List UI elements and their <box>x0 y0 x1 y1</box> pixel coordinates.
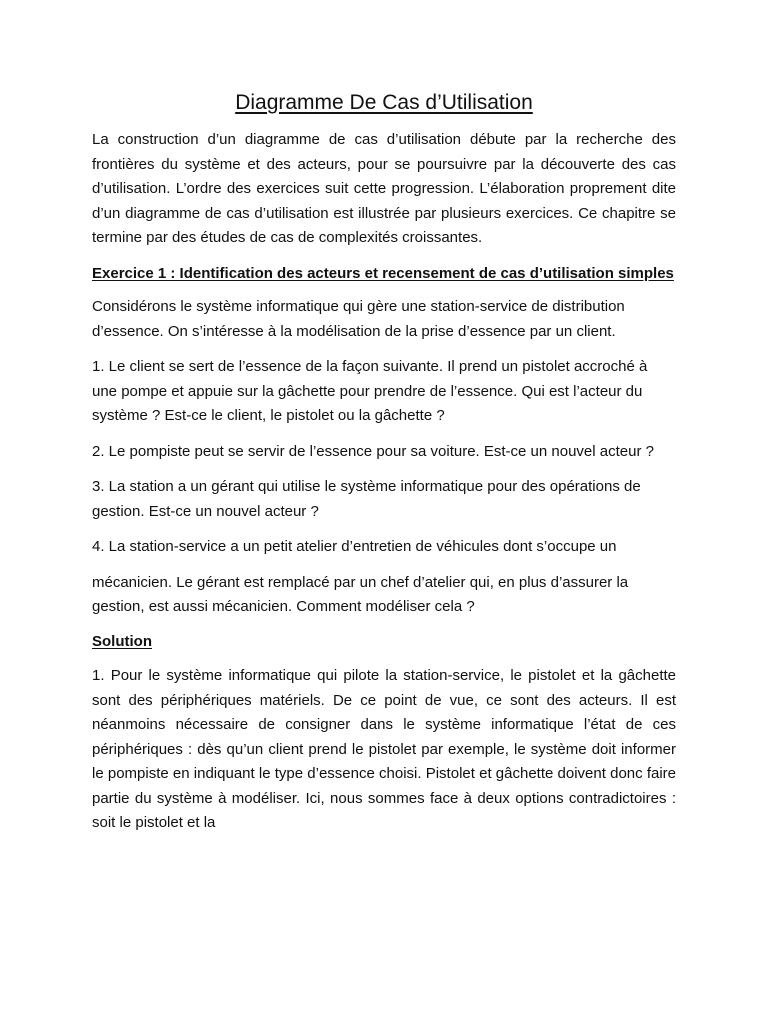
solution-heading: Solution <box>92 632 152 650</box>
context-paragraph: Considérons le système informatique qui gère une station-service de distribution d’essence. On s’intéresse à la modélisation de la prise d’essence par un client. <box>92 298 625 340</box>
question-1: 1. Le client se sert de l’essence de la façon suivante. Il prend un pistolet accroché à une pompe et appuie sur la gâchette pour prendre de l’essence. Qui est l’acteur du système ? Est-ce le client, le pistolet ou la gâchette ? <box>92 358 648 424</box>
question-4-line-1: 4. La station-service a un petit atelier d’entretien de véhicules dont s’occupe un <box>92 538 617 555</box>
exercise-heading: Exercice 1 : Identification des acteurs et recensement de cas d’utilisation simples <box>92 264 674 282</box>
question-4-continuation: mécanicien. Le gérant est remplacé par un chef d’atelier qui, en plus d’assurer la gestion, est aussi mécanicien. Comment modéliser cela ? <box>92 573 629 615</box>
solution-paragraph: 1. Pour le système informatique qui pilote la station-service, le pistolet et la gâchette sont des périphériques matériels. De ce point de vue, ce sont des acteurs. Il est néanmoins nécessaire de consigner dans le système informatique l’état de ces périphériques : dès qu’un client prend le pistolet par exemple, le système doit informer le pompiste en indiquant le type d’essence choisi. Pistolet et gâchette doivent donc faire partie du système à modéliser. Ici, nous sommes face à deux options contradictoires : soit le pistolet et la <box>92 667 676 831</box>
document-title: Diagramme De Cas d’Utilisation <box>235 91 533 114</box>
question-3: 3. La station a un gérant qui utilise le système informatique pour des opérations de gestion. Est-ce un nouvel acteur ? <box>92 478 641 520</box>
question-2: 2. Le pompiste peut se servir de l’essence pour sa voiture. Est-ce un nouvel acteur ? <box>92 442 654 460</box>
intro-paragraph: La construction d’un diagramme de cas d’utilisation débute par la recherche des frontières du système et des acteurs, pour se poursuivre par la découverte des cas d’utilisation. L’ordre des exercices suit cette progression. L’élaboration proprement dite d’un diagramme de cas d’utilisation est illustrée par plusieurs exercices. Ce chapitre se termine par des études de cas de complexités croissantes. <box>92 131 676 246</box>
